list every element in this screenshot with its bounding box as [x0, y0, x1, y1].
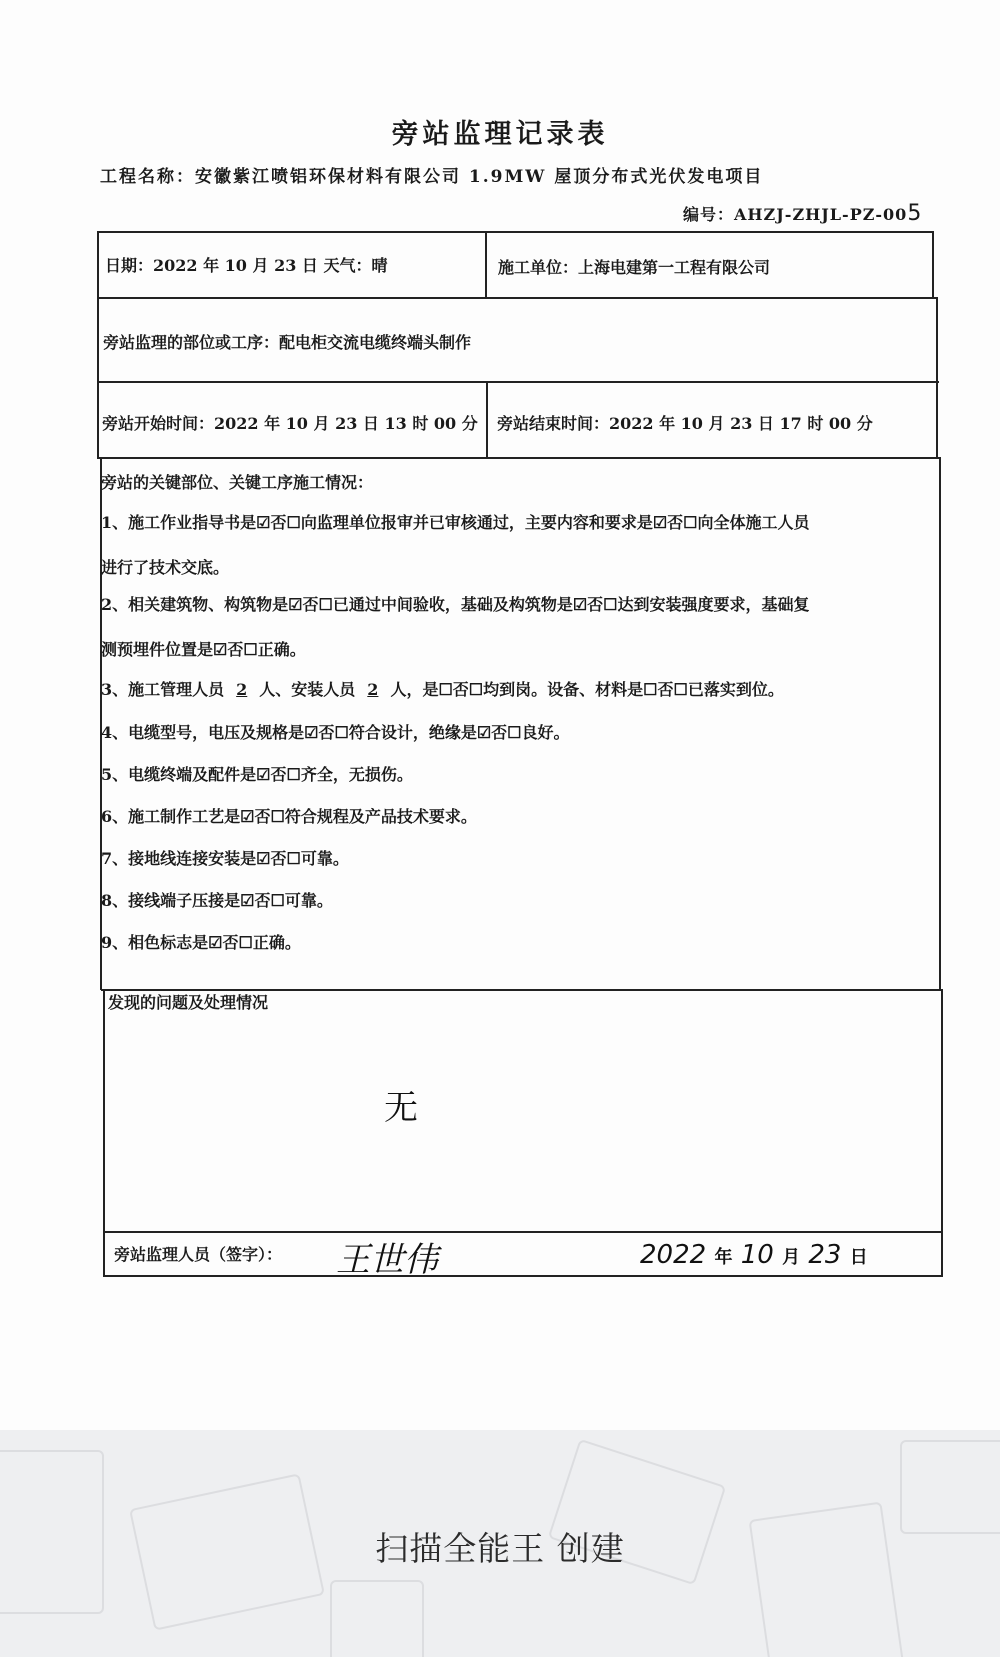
table-divider [97, 381, 939, 383]
key-line: 5、电缆终端及配件是☑否☐齐全，无损伤。 [101, 765, 413, 784]
signature-label: 旁站监理人员（签字）： [114, 1245, 283, 1264]
installers-count: 2 [367, 680, 379, 699]
key-line: 进行了技术交底。 [101, 558, 230, 577]
table-border-right [941, 989, 943, 1277]
key-line: 1、施工作业指导书是☑否☐向监理单位报审并已审核通过，主要内容和要求是☑否☐向全体施工人员 [101, 513, 810, 532]
camscanner-watermark-label: 扫描全能王 创建 [375, 1529, 625, 1568]
project-label: 工程名称： [100, 167, 195, 187]
start-time-cell: 旁站开始时间：2022 年 10 月 23 日 13 时 00 分 [102, 414, 478, 433]
issues-handwritten-none: 无 [384, 1088, 418, 1128]
staffing-text: 3、施工管理人员 [101, 680, 225, 699]
project-name-line [100, 162, 763, 187]
key-line: 测预埋件位置是☑否☐正确。 [101, 640, 306, 659]
scanner-watermark-band [0, 1430, 1000, 1657]
document-number [683, 201, 922, 226]
supervised-part-cell: 旁站监理的部位或工序：配电柜交流电缆终端头制作 [103, 333, 472, 352]
table-column-divider [485, 231, 487, 299]
key-line: 2、相关建筑物、构筑物是☑否☐已通过中间验收，基础及构筑物是☑否☐达到安装强度要求，基础复 [101, 595, 810, 614]
doc-number-handwritten-suffix: 5 [907, 201, 923, 226]
document-title: 旁站监理记录表 [391, 119, 609, 150]
table-column-divider [486, 381, 488, 459]
table-border-right [939, 457, 941, 990]
doc-number-label: 编号： [683, 205, 735, 224]
date-weather-cell: 日期：2022 年 10 月 23 日 天气：晴 [105, 256, 388, 275]
key-line: 7、接地线连接安装是☑否☐可靠。 [101, 849, 349, 868]
key-line: 9、相色标志是☑否☐正确。 [101, 933, 301, 952]
table-divider [103, 1231, 943, 1233]
doc-number-value: AHZJ-ZHJL-PZ-00 [734, 205, 908, 224]
table-border-right [932, 231, 934, 299]
table-border-top [97, 231, 934, 233]
staffing-text: 人、安装人员 [259, 680, 356, 699]
project-name: 安徽紫江喷铝环保材料有限公司 1.9MW 屋顶分布式光伏发电项目 [195, 167, 764, 187]
key-line: 8、接线端子压接是☑否☐可靠。 [101, 891, 333, 910]
key-line: 4、电缆型号，电压及规格是☑否☐符合设计，绝缘是☑否☐良好。 [101, 723, 570, 742]
decor-shape [900, 1440, 1000, 1534]
table-divider [99, 457, 940, 459]
end-time-cell: 旁站结束时间：2022 年 10 月 23 日 17 时 00 分 [497, 414, 873, 433]
key-line-staffing [101, 677, 784, 700]
key-section-heading: 旁站的关键部位、关键工序施工情况： [101, 473, 374, 492]
signature-year: 2022 [640, 1240, 707, 1270]
signature-day: 23 [808, 1240, 842, 1270]
decor-shape [330, 1580, 424, 1657]
signature-handwriting: 王世伟 [336, 1240, 438, 1280]
staffing-text: 人，是☐否☐均到岗。设备、材料是☐否☐已落实到位。 [390, 680, 784, 699]
signature-month: 10 [740, 1240, 774, 1270]
managers-count: 2 [236, 680, 248, 699]
table-border-right [936, 297, 938, 459]
signature-date [640, 1240, 868, 1270]
issues-heading: 发现的问题及处理情况 [108, 993, 269, 1012]
table-divider [97, 297, 937, 299]
day-char: 日 [849, 1247, 868, 1268]
month-char: 月 [782, 1247, 801, 1268]
table-border-bottom [103, 1275, 943, 1277]
construction-unit-cell: 施工单位：上海电建第一工程有限公司 [498, 258, 771, 277]
year-char: 年 [714, 1247, 733, 1268]
key-line: 6、施工制作工艺是☑否☐符合规程及产品技术要求。 [101, 807, 477, 826]
table-border-left [103, 989, 105, 1277]
table-border-left [97, 231, 99, 459]
